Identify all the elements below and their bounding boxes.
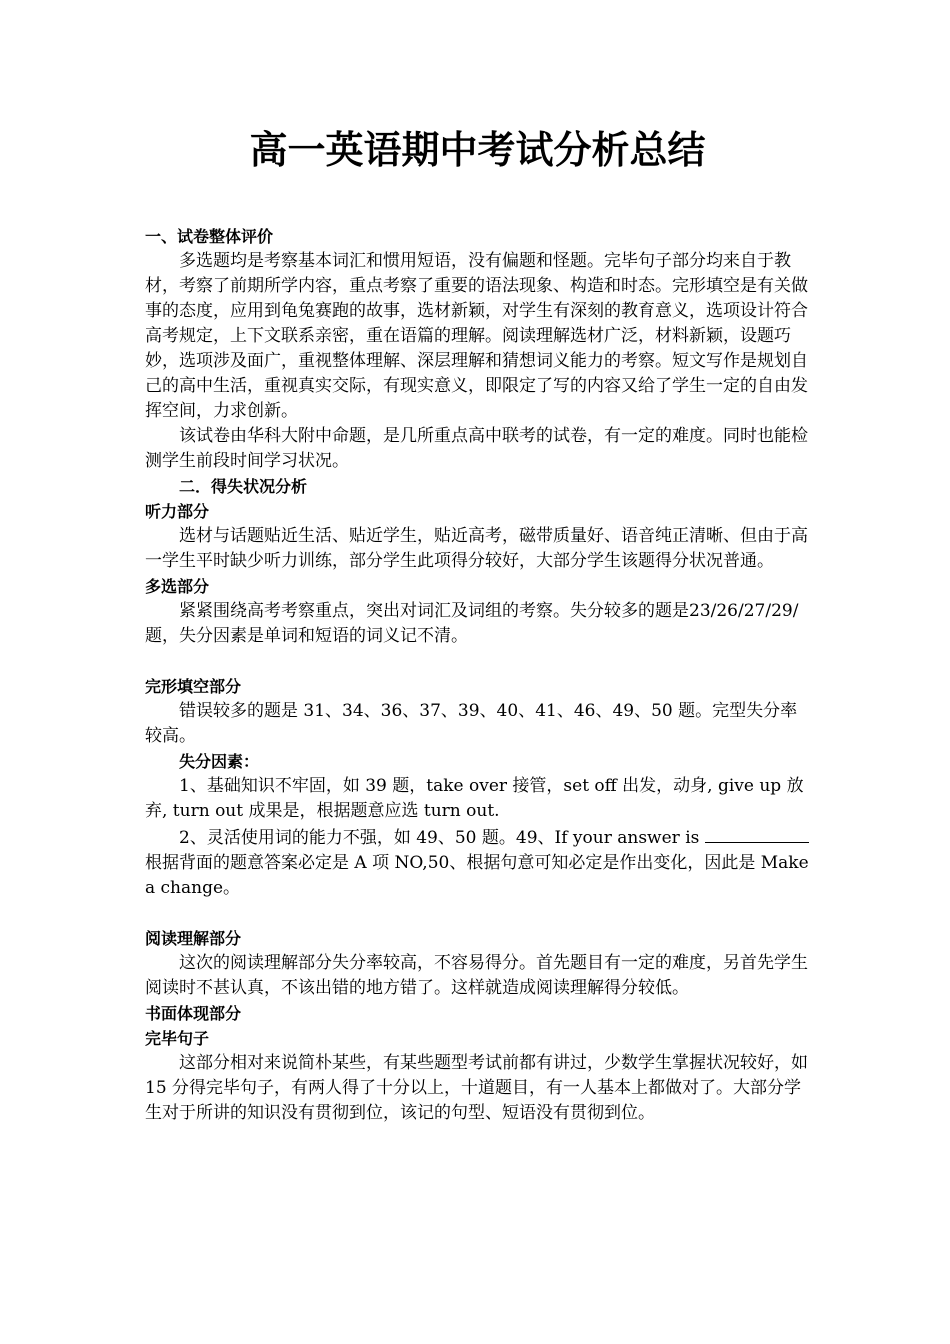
section1-paragraph-2: 该试卷由华科大附中命题，是几所重点高中联考的试卷，有一定的难度。同时也能检测学生前段时间学习状况。 [145,426,808,471]
cloze-reason-2-part-2: 根据背面的题意答案必定是 A 项 NO,50、根据句意可知必定是作出变化，因此是 Make a change。 [145,853,809,898]
cloze-reason-2-part-1: 2、灵活使用词的能力不强，如 49、50 题。49、If your answer is [179,828,705,848]
spacer [145,901,810,926]
listening-heading: 听力部分 [145,502,210,521]
listening-text: 选材与话题贴近生活、贴近学生，贴近高考，磁带质量好、语音纯正清晰、但由于高一学生平时缺少听力训练，部分学生此项得分较好，大部分学生该题得分状况普通。 [145,526,808,571]
cloze-reasons-heading: 失分因素： [179,752,260,771]
document-body [145,224,810,1126]
section1-heading: 一、试卷整体评价 [145,227,274,246]
writing-heading: 书面体现部分 [145,1004,242,1023]
cloze-reason-1: 1、基础知识不牢固，如 39 题，take over 接管，set off 出发，动身, give up 放弃, turn out 成果是，根据题意应选 turn out. [145,776,804,821]
reading-heading: 阅读理解部分 [145,929,242,948]
section1-paragraph-1: 多选题均是考察基本词汇和惯用短语，没有偏题和怪题。完毕句子部分均来自于教材，考察了前期所学内容，重点考察了重要的语法现象、构造和时态。完形填空是有关做事的态度，应用到龟兔赛跑的故事，选材新颖，对学生有深刻的教育意义，选项设计符合高考规定，上下文联系亲密，重在语篇的理解。阅读理解选材广泛，材料新颖，设题巧妙，选项涉及面广，重视整体理解、深层理解和猜想词义能力的考察。短文写作是规划自己的高中生活，重视真实交际，有现实意义，即限定了写的内容又给了学生一定的自由发挥空间，力求创新。 [145,251,808,421]
cloze-heading: 完形填空部分 [145,677,242,696]
spacer [145,649,810,674]
reading-text: 这次的阅读理解部分失分率较高，不容易得分。首先题目有一定的难度，另首先学生阅读时不甚认真，不该出错的地方错了。这样就造成阅读理解得分较低。 [145,953,808,998]
cloze-reason-2 [145,824,810,901]
document-title: 高一英语期中考试分析总结 [249,128,706,172]
answer-blank [705,824,809,843]
cloze-text: 错误较多的题是 31、34、36、37、39、40、41、46、49、50 题。完型失分率较高。 [145,701,798,746]
writing-text: 这部分相对来说简朴某些，有某些题型考试前都有讲过，少数学生掌握状况较好，如 15 分得完毕句子，有两人得了十分以上，十道题目，有一人基本上都做对了。大部分学生对于所讲的知识没有贯彻到位，该记的句型、短语没有贯彻到位。 [145,1053,808,1123]
writing-sub-heading: 完毕句子 [145,1029,210,1048]
section2-heading: 二．得失状况分析 [179,477,308,496]
multiple-choice-heading: 多选部分 [145,577,210,596]
multiple-choice-text: 紧紧围绕高考考察重点，突出对词汇及词组的考察。失分较多的题是23/26/27/29/题，失分因素是单词和短语的词义记不清。 [145,601,799,646]
